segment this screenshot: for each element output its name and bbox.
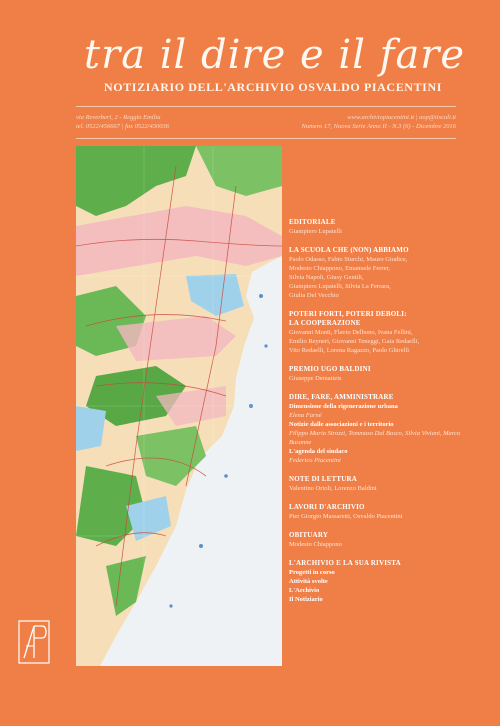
toc-section-title-cont: LA COOPERAZIONE — [289, 319, 361, 327]
toc-section-title: DIRE, FARE, AMMINISTRARE — [289, 393, 394, 401]
toc-item: L'Archivio — [289, 587, 320, 594]
toc-section-title: OBITUARY — [289, 531, 329, 539]
toc-item: Attività svolte — [289, 578, 328, 585]
toc-article-title: Notizie dalle associazioni e i territorio — [289, 421, 394, 428]
toc-section-title: NOTE DI LETTURA — [289, 475, 357, 483]
toc-section-title: LA SCUOLA CHE (NON) ABBIAMO — [289, 246, 409, 254]
phone-line: tel. 0522/456667 | fax 0522/430036 — [76, 123, 169, 130]
cover-map — [76, 146, 282, 666]
toc-section-obituary — [289, 531, 469, 549]
toc-item: Progetti in corso — [289, 569, 335, 576]
toc-section-premio — [289, 365, 469, 383]
toc-author: Giampiero Lupatelli, Silvia La Ferrara, — [289, 283, 391, 290]
toc-author: Emilio Reyneri, Giovanni Teneggi, Gaia Redaelli, — [289, 338, 420, 345]
toc-section-title: LAVORI D'ARCHIVIO — [289, 503, 365, 511]
issue-line: Numero 17, Nuova Serie Anno II - N.3 (6) - Dicembre 2016 — [301, 123, 456, 130]
web-line: www.archiviopiacentini.it | aop@tiscali.it — [347, 114, 456, 121]
toc-author: Valentino Orioli, Lorenzo Baldini — [289, 485, 377, 492]
issue-block — [302, 113, 456, 131]
toc-section-archivio — [289, 559, 469, 604]
cover-title: tra il dire e il fare — [84, 32, 466, 78]
toc-author: Pier Giorgio Massaretti, Osvaldo Piacentini — [289, 513, 403, 520]
toc-section-editoriale — [289, 218, 469, 236]
toc-author: Giampiero Lupatelli — [289, 228, 342, 235]
table-of-contents — [289, 218, 469, 614]
toc-section-dire-fare — [289, 393, 469, 465]
toc-section-title: PREMIO UGO BALDINI — [289, 365, 371, 373]
toc-section-title: EDITORIALE — [289, 218, 336, 226]
toc-section-scuola — [289, 246, 469, 300]
toc-section-lavori — [289, 503, 469, 521]
toc-article-title: L'agenda del sindaco — [289, 448, 348, 455]
toc-author: Vito Redaelli, Lorena Ragazzo, Paolo Ghirelli — [289, 347, 410, 354]
map-illustration — [76, 146, 282, 666]
archive-monogram-logo-icon — [18, 620, 50, 664]
toc-article-author: Elena Farné — [289, 412, 322, 419]
toc-section-title: L'ARCHIVIO E LA SUA RIVISTA — [289, 559, 401, 567]
cover-subtitle: NOTIZIARIO DELL'ARCHIVIO OSVALDO PIACENTINI — [104, 80, 442, 94]
address-line: via Reverberi, 2 - Reggio Emilia — [76, 114, 161, 121]
toc-author: Silvia Napoli, Giusy Gentili, — [289, 274, 364, 281]
toc-article-title: Dimensione della rigenerazione urbana — [289, 403, 398, 410]
divider-top — [76, 106, 456, 107]
toc-article-author: Filippo Maria Strozzi, Tommaso Dal Bosco, Silvia Viviani, Marco Busanne — [289, 430, 461, 446]
toc-article-author: Federico Piacentini — [289, 457, 341, 464]
toc-item: Il Notiziario — [289, 596, 323, 603]
toc-author: Giovanni Monti, Flavio Delbono, Ivana Fellini, — [289, 329, 413, 336]
toc-author: Paolo Odasso, Fabio Sturchi, Mauro Giudice, — [289, 256, 408, 263]
toc-section-title: POTERI FORTI, POTERI DEBOLI: — [289, 310, 407, 318]
toc-author: Modesto Chiappono, Emanuele Ferrer, — [289, 265, 391, 272]
toc-section-note — [289, 475, 469, 493]
toc-section-poteri — [289, 310, 469, 355]
toc-author: Giuseppe Dematteis — [289, 375, 342, 382]
divider-bottom — [76, 138, 456, 139]
toc-author: Modesto Chiappono — [289, 541, 342, 548]
address-block — [76, 113, 169, 131]
toc-author: Giulia Del Vecchio — [289, 292, 339, 299]
